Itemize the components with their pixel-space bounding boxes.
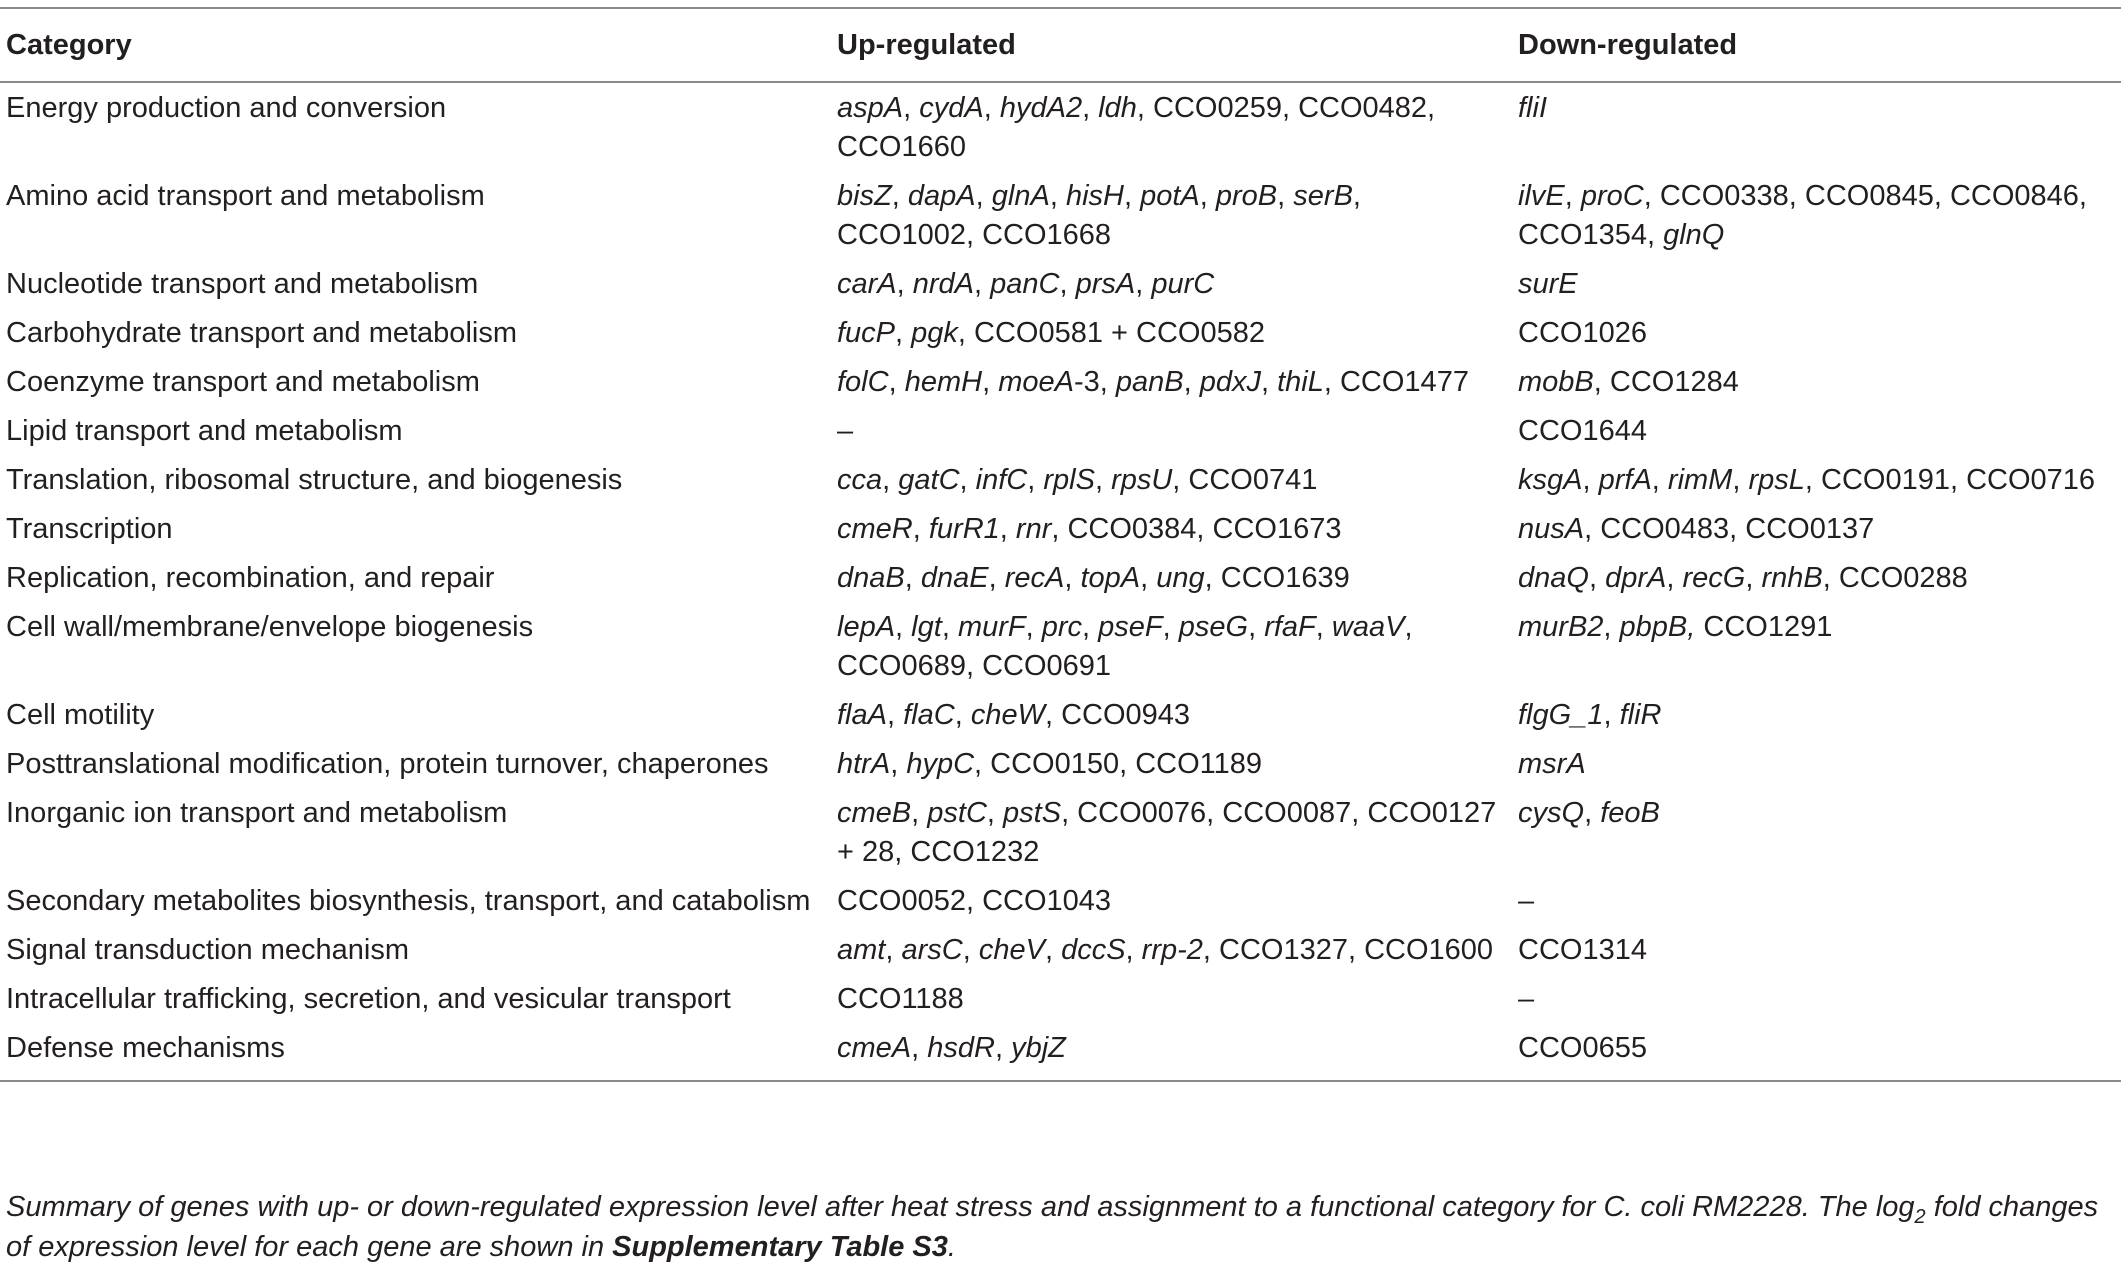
gene-text: CCO1026 <box>1518 317 1647 349</box>
gene-name: cca <box>837 464 883 496</box>
gene-text: CCO0052, CCO1043 <box>837 885 1112 917</box>
gene-text: , <box>1666 562 1683 594</box>
gene-name: dnaE <box>920 562 989 594</box>
gene-text: , <box>890 748 907 780</box>
gene-text: , <box>1123 180 1141 212</box>
gene-text: , CCO1002, CCO1668 <box>837 180 1361 251</box>
category-cell: Translation, ribosomal structure, and biogenesis <box>6 464 623 496</box>
gene-name: thiL <box>1277 366 1324 398</box>
gene-name: flaA <box>837 699 887 731</box>
gene-name: carA <box>837 268 897 300</box>
gene-text: , CCO0338, CCO0845, CCO0846, CCO1354, <box>1518 180 2087 251</box>
gene-name: pgk <box>911 317 958 349</box>
gene-text: , <box>886 699 904 731</box>
gene-text: CCO0655 <box>1518 1032 1647 1064</box>
up-regulated-cell <box>831 406 1512 455</box>
up-regulated-cell <box>831 925 1512 974</box>
gene-name: dapA <box>907 180 976 212</box>
category-cell: Defense mechanisms <box>0 1023 831 1081</box>
gene-text: , CCO0581 + CCO0582 <box>957 317 1265 349</box>
gene-text: , CCO1284 <box>1593 366 1739 398</box>
gene-text: , CCO1327, CCO1600 <box>1202 934 1494 966</box>
down-regulated-cell <box>1512 788 2121 876</box>
gene-text: CCO1644 <box>1518 415 1647 447</box>
gene-text: , CCO0384, CCO1673 <box>1051 513 1342 545</box>
gene-name: feoB <box>1600 797 1660 829</box>
gene-text: , CCO0259, CCO0482, CCO1660 <box>837 92 1436 163</box>
category-cell: Carbohydrate transport and metabolism <box>6 317 517 349</box>
gene-name: fliI <box>1518 92 1547 124</box>
gene-name: murB2 <box>1518 611 1604 643</box>
gene-text: , CCO1477 <box>1323 366 1469 398</box>
gene-text: , <box>986 797 1004 829</box>
gene-text: , <box>1082 92 1099 124</box>
gene-name: glnQ <box>1663 219 1725 251</box>
table-caption <box>6 1187 2114 1267</box>
down-regulated-cell <box>1512 171 2121 259</box>
gene-name: rimM <box>1667 464 1733 496</box>
table-header <box>0 8 2121 82</box>
category-cell: Lipid transport and metabolism <box>6 415 403 447</box>
gene-name: nrdA <box>912 268 975 300</box>
gene-text: – <box>837 415 854 447</box>
gene-name: proC <box>1580 180 1644 212</box>
gene-name: arsC <box>901 934 963 966</box>
gene-text: – <box>1518 885 1535 917</box>
table-row <box>0 974 2121 1023</box>
gene-text: CCO1291 <box>1695 611 1833 643</box>
up-regulated-cell <box>831 259 1512 308</box>
gene-name: folC <box>837 366 889 398</box>
table-row <box>0 876 2121 925</box>
up-regulated-cell <box>831 82 1512 171</box>
gene-name: hydA2 <box>999 92 1083 124</box>
down-regulated-cell <box>1512 406 2121 455</box>
gene-name: cmeA <box>837 1032 912 1064</box>
gene-name: ybjZ <box>1011 1032 1066 1064</box>
gene-text: , <box>888 366 905 398</box>
gene-name: nusA <box>1518 513 1585 545</box>
gene-text: , <box>1094 464 1112 496</box>
category-cell: Transcription <box>6 513 173 545</box>
gene-text: , <box>1603 611 1620 643</box>
gene-name: flaC <box>903 699 955 731</box>
gene-text: , <box>941 611 958 643</box>
gene-text: , CCO0483, CCO0137 <box>1584 513 1875 545</box>
gene-name: rplS <box>1043 464 1095 496</box>
table-row <box>0 82 2121 171</box>
header-up-regulated: Up-regulated <box>831 8 1512 82</box>
gene-name: pstC <box>927 797 987 829</box>
table-row <box>0 553 2121 602</box>
header-category: Category <box>0 8 831 82</box>
gene-text: , <box>1651 464 1668 496</box>
gene-name: pdxJ <box>1199 366 1261 398</box>
up-regulated-cell <box>831 308 1512 357</box>
gene-name: lgt <box>911 611 942 643</box>
down-regulated-cell <box>1512 876 2121 925</box>
gene-text: , <box>988 562 1005 594</box>
gene-text: , <box>1183 366 1200 398</box>
gene-name: hisH <box>1065 180 1124 212</box>
gene-text: , <box>962 934 979 966</box>
gene-name: panC <box>990 268 1060 300</box>
caption-subscript: 2 <box>1914 1205 1926 1228</box>
header-down-regulated: Down-regulated <box>1512 8 2121 82</box>
gene-name: infC <box>975 464 1028 496</box>
up-regulated-cell <box>831 739 1512 788</box>
gene-text: , <box>1248 611 1265 643</box>
category-cell: Nucleotide transport and metabolism <box>6 268 479 300</box>
up-regulated-cell <box>831 504 1512 553</box>
gene-text: , <box>903 92 920 124</box>
gene-name: cmeB <box>837 797 912 829</box>
table-row <box>0 602 2121 690</box>
category-cell: Replication, recombination, and repair <box>6 562 495 594</box>
gene-text: , <box>994 1032 1012 1064</box>
gene-name: prsA <box>1075 268 1136 300</box>
up-regulated-cell <box>831 876 1512 925</box>
down-regulated-cell <box>1512 690 2121 739</box>
gene-text: , <box>1064 562 1081 594</box>
category-cell: Energy production and conversion <box>6 92 447 124</box>
gene-text: , <box>895 317 912 349</box>
down-regulated-cell <box>1512 974 2121 1023</box>
gene-name: msrA <box>1518 748 1586 780</box>
gene-name: hemH <box>904 366 983 398</box>
gene-text: , <box>974 268 991 300</box>
gene-name: fucP <box>837 317 896 349</box>
gene-name: cmeR <box>837 513 913 545</box>
gene-name: dnaB <box>837 562 905 594</box>
gene-name: ung <box>1156 562 1205 594</box>
gene-name: rnhB <box>1761 562 1823 594</box>
caption-text-end: . <box>947 1231 956 1263</box>
gene-name: hsdR <box>927 1032 995 1064</box>
gene-text: , <box>1140 562 1157 594</box>
gene-text: , <box>1059 268 1076 300</box>
gene-text: -3, <box>1073 366 1116 398</box>
up-regulated-cell <box>831 602 1512 690</box>
gene-name: rrp-2 <box>1141 934 1203 966</box>
gene-text: , <box>959 464 976 496</box>
gene-text: CCO1314 <box>1518 934 1647 966</box>
gene-text: , <box>983 92 1000 124</box>
gene-name: prfA <box>1598 464 1652 496</box>
gene-text: , <box>891 180 908 212</box>
gene-text: , CCO0689, CCO0691 <box>837 611 1413 682</box>
table-row <box>0 925 2121 974</box>
gene-text: , <box>895 611 912 643</box>
table-body <box>0 82 2121 1081</box>
down-regulated-cell <box>1512 553 2121 602</box>
table-row <box>0 690 2121 739</box>
gene-name: surE <box>1518 268 1578 300</box>
gene-text: , <box>1199 180 1216 212</box>
gene-text: , <box>1125 934 1142 966</box>
table-row <box>0 739 2121 788</box>
gene-name: cheW <box>970 699 1045 731</box>
table-row <box>0 406 2121 455</box>
gene-name: dprA <box>1605 562 1667 594</box>
gene-text: , <box>1049 180 1066 212</box>
gene-name: pbpB, <box>1619 611 1696 643</box>
gene-name: prc <box>1041 611 1083 643</box>
up-regulated-cell <box>831 171 1512 259</box>
category-cell: Cell wall/membrane/envelope biogenesis <box>6 611 534 643</box>
gene-text: , <box>954 699 971 731</box>
gene-text: , <box>1135 268 1152 300</box>
category-cell: Coenzyme transport and metabolism <box>6 366 480 398</box>
gene-text: , <box>999 513 1016 545</box>
gene-name: htrA <box>837 748 891 780</box>
gene-name: gatC <box>898 464 960 496</box>
gene-text: , <box>1584 797 1601 829</box>
down-regulated-cell <box>1512 504 2121 553</box>
gene-name: amt <box>837 934 886 966</box>
category-cell: Cell motility <box>6 699 155 731</box>
gene-text: , <box>911 797 928 829</box>
gene-text: , <box>982 366 999 398</box>
gene-text: , <box>911 1032 928 1064</box>
gene-name: flgG_1 <box>1518 699 1604 731</box>
gene-text: , <box>885 934 902 966</box>
gene-name: rfaF <box>1264 611 1316 643</box>
gene-name: rnr <box>1015 513 1052 545</box>
table-row <box>0 788 2121 876</box>
table-row <box>0 1023 2121 1081</box>
gene-name: recG <box>1682 562 1746 594</box>
up-regulated-cell <box>831 357 1512 406</box>
gene-name: pseG <box>1178 611 1249 643</box>
down-regulated-cell <box>1512 1023 2121 1081</box>
gene-text: , <box>1603 699 1620 731</box>
gene-name: panB <box>1115 366 1184 398</box>
caption-text-middle: fold changes of expression level for each gene are shown in <box>6 1191 2099 1263</box>
table-row <box>0 455 2121 504</box>
gene-name: ilvE <box>1518 180 1565 212</box>
up-regulated-cell <box>831 1023 1512 1081</box>
gene-text: , <box>1277 180 1294 212</box>
gene-text: , <box>1315 611 1332 643</box>
gene-text: , CCO0150, CCO1189 <box>974 748 1263 780</box>
down-regulated-cell <box>1512 82 2121 171</box>
gene-text: , <box>1582 464 1599 496</box>
gene-name: ksgA <box>1518 464 1583 496</box>
down-regulated-cell <box>1512 925 2121 974</box>
gene-name: purC <box>1151 268 1215 300</box>
gene-text: , <box>1260 366 1278 398</box>
gene-name: bisZ <box>837 180 892 212</box>
gene-text: , <box>1162 611 1179 643</box>
gene-name: moeA <box>998 366 1074 398</box>
gene-text: , CCO0943 <box>1044 699 1191 731</box>
gene-name: rpsU <box>1111 464 1173 496</box>
table-row <box>0 357 2121 406</box>
category-cell: Inorganic ion transport and metabolism <box>6 797 508 829</box>
down-regulated-cell <box>1512 259 2121 308</box>
gene-regulation-table <box>0 7 2121 1082</box>
gene-name: waaV <box>1331 611 1405 643</box>
gene-name: rpsL <box>1748 464 1805 496</box>
gene-text: – <box>1518 983 1535 1015</box>
gene-name: dccS <box>1061 934 1126 966</box>
up-regulated-cell <box>831 455 1512 504</box>
gene-name: fliR <box>1619 699 1662 731</box>
gene-text: , CCO0741 <box>1172 464 1318 496</box>
gene-name: pstS <box>1003 797 1062 829</box>
gene-name: dnaQ <box>1518 562 1589 594</box>
gene-text: , <box>912 513 929 545</box>
gene-name: mobB <box>1518 366 1594 398</box>
gene-name: proB <box>1215 180 1278 212</box>
down-regulated-cell <box>1512 602 2121 690</box>
gene-name: aspA <box>837 92 904 124</box>
gene-text: , <box>1027 464 1044 496</box>
gene-name: serB <box>1293 180 1353 212</box>
category-cell: Amino acid transport and metabolism <box>6 180 485 212</box>
gene-text: , <box>1044 934 1062 966</box>
gene-name: furR1 <box>928 513 1000 545</box>
up-regulated-cell <box>831 788 1512 876</box>
gene-text: , <box>1588 562 1606 594</box>
table-row <box>0 259 2121 308</box>
gene-text: , <box>1564 180 1581 212</box>
category-cell: Signal transduction mechanism <box>6 934 409 966</box>
down-regulated-cell <box>1512 308 2121 357</box>
down-regulated-cell <box>1512 739 2121 788</box>
gene-name: lepA <box>837 611 896 643</box>
gene-text: , CCO0076, CCO0087, CCO0127 + 28, CCO1232 <box>837 797 1497 868</box>
caption-table-reference: Supplementary Table S3 <box>612 1231 948 1263</box>
down-regulated-cell <box>1512 455 2121 504</box>
gene-name: recA <box>1004 562 1065 594</box>
up-regulated-cell <box>831 553 1512 602</box>
gene-text: , <box>1025 611 1042 643</box>
gene-name: cysQ <box>1518 797 1585 829</box>
gene-text: , CCO0191, CCO0716 <box>1804 464 2096 496</box>
gene-text: , <box>1732 464 1749 496</box>
category-cell: Posttranslational modification, protein turnover, chaperones <box>6 748 769 780</box>
caption-text: Summary of genes with up- or down-regulated expression level after heat stress and assignment to a functional category for C. coli RM2228. The log <box>6 1191 1915 1223</box>
gene-text: , <box>975 180 992 212</box>
gene-name: ldh <box>1098 92 1137 124</box>
gene-name: hypC <box>906 748 975 780</box>
gene-text: , <box>1745 562 1762 594</box>
table-row <box>0 308 2121 357</box>
gene-name: glnA <box>991 180 1050 212</box>
category-cell: Secondary metabolites biosynthesis, transport, and catabolism <box>6 885 811 917</box>
up-regulated-cell <box>831 690 1512 739</box>
up-regulated-cell <box>831 974 1512 1023</box>
down-regulated-cell <box>1512 357 2121 406</box>
table-row <box>0 171 2121 259</box>
gene-text: , <box>904 562 921 594</box>
gene-name: cheV <box>978 934 1045 966</box>
gene-name: cydA <box>919 92 984 124</box>
gene-text: , CCO0288 <box>1822 562 1968 594</box>
gene-name: pseF <box>1098 611 1163 643</box>
category-cell: Intracellular trafficking, secretion, and vesicular transport <box>6 983 731 1015</box>
gene-text: , <box>1082 611 1099 643</box>
header-row <box>0 8 2121 82</box>
gene-name: topA <box>1080 562 1141 594</box>
gene-text: , <box>882 464 899 496</box>
gene-text: , CCO1639 <box>1204 562 1350 594</box>
gene-name: potA <box>1140 180 1200 212</box>
table-row <box>0 504 2121 553</box>
gene-text: CCO1188 <box>837 983 964 1015</box>
gene-text: , <box>896 268 913 300</box>
gene-name: murF <box>957 611 1026 643</box>
